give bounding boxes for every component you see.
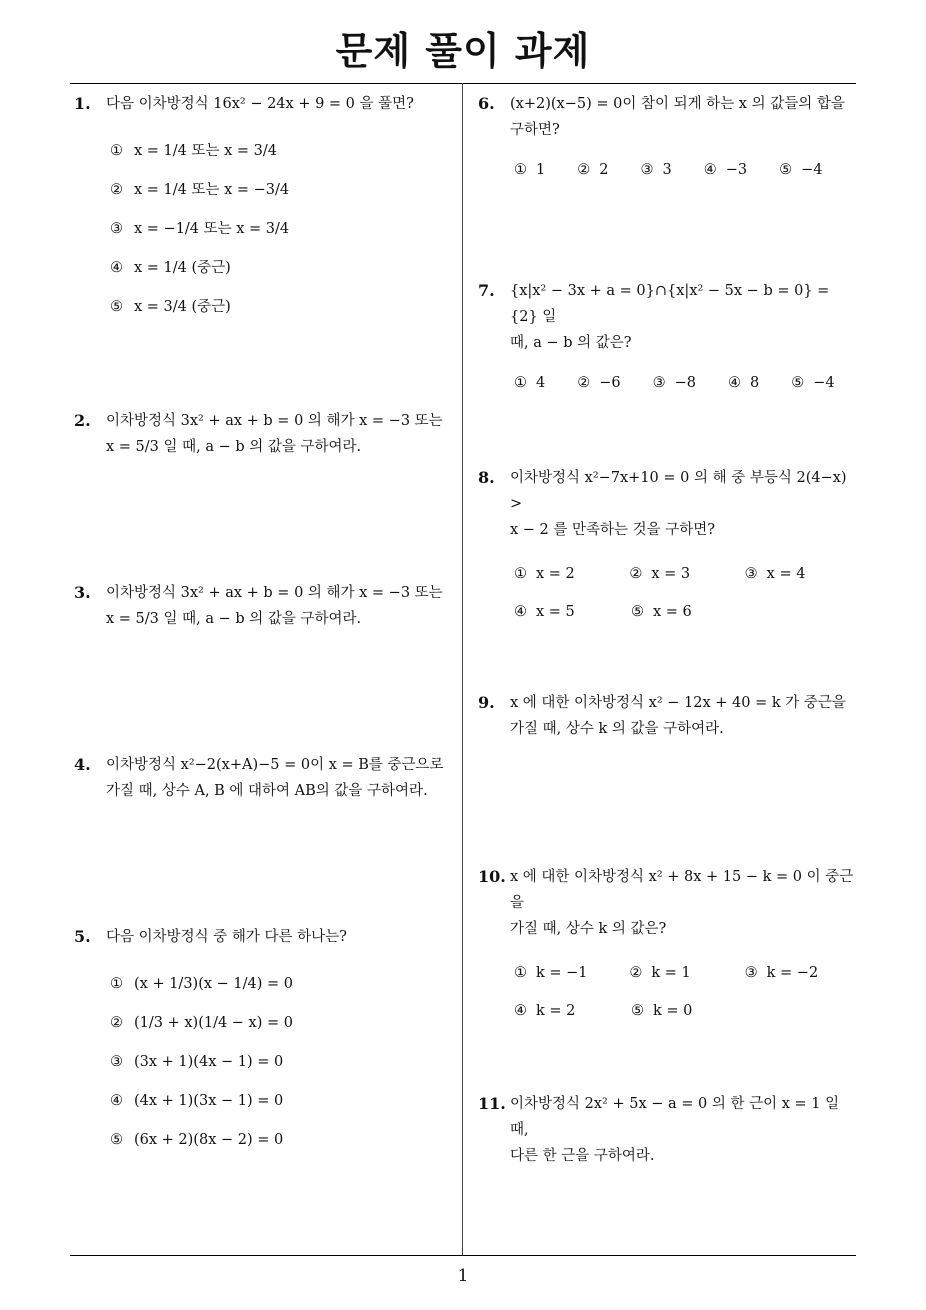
choice-3[interactable]: ③ x = 4 [744,566,806,582]
choice-3[interactable]: ③ 3 [640,162,672,178]
question-number: 1. [74,94,91,113]
question-number: 2. [74,411,91,430]
choice-4[interactable]: ④ x = 1/4 (중근) [110,259,231,276]
choice-1[interactable]: ① k = −1 [514,965,588,981]
choice-2[interactable]: ② (1/3 + x)(1/4 − x) = 0 [110,1014,293,1031]
question-text-line-1: 이차방정식 2x² + 5x − a = 0 의 한 근이 x = 1 일 때, [510,1096,840,1138]
choice-4[interactable]: ④ (4x + 1)(3x − 1) = 0 [110,1092,284,1109]
question-text: 다음 이차방정식 중 해가 다른 하나는? [106,929,347,945]
question-text-line-2: x − 2 를 만족하는 것을 구하면? [510,522,716,538]
column-divider [462,83,463,1255]
choice-3[interactable]: ③ (3x + 1)(4x − 1) = 0 [110,1053,284,1070]
question-text-line-1: 이차방정식 3x² + ax + b = 0 의 해가 x = −3 또는 [106,585,443,601]
choice-2[interactable]: ② k = 1 [629,965,691,981]
bottom-rule [70,1255,856,1256]
question-number: 9. [478,693,495,712]
choice-3[interactable]: ③ x = −1/4 또는 x = 3/4 [110,220,290,237]
question-text-line-2: 구하면? [510,122,560,138]
choice-1[interactable]: ① (x + 1/3)(x − 1/4) = 0 [110,975,293,992]
question-text-line-2: 다른 한 근을 구하여라. [510,1148,655,1164]
question-number: 8. [478,468,495,487]
question-7 [478,278,860,396]
question-5 [74,924,458,1159]
question-10 [478,864,860,1030]
choice-1[interactable]: ① 1 [514,162,546,178]
question-text-line-1: 이차방정식 3x² + ax + b = 0 의 해가 x = −3 또는 [106,413,443,429]
question-number: 10. [478,867,506,886]
question-4 [74,752,458,804]
question-text-line-1: {x|x² − 3x + a = 0}∩{x|x² − 5x − b = 0} = {2} 일 [510,283,830,325]
question-text-line-1: 이차방정식 x²−7x+10 = 0 의 해 중 부등식 2(4−x) > [510,470,847,512]
question-text-line-1: (x+2)(x−5) = 0이 참이 되게 하는 x 의 값들의 합을 [510,96,845,112]
question-number: 3. [74,583,91,602]
question-1 [74,91,458,326]
question-text: 다음 이차방정식 16x² − 24x + 9 = 0 을 풀면? [106,96,414,112]
choice-4[interactable]: ④ x = 5 [514,604,575,620]
choice-5[interactable]: ⑤ x = 3/4 (중근) [110,298,231,315]
choice-2[interactable]: ② x = 3 [629,566,691,582]
question-text-line-2: 가질 때, 상수 A, B 에 대하여 AB의 값을 구하여라. [106,783,428,799]
question-number: 6. [478,94,495,113]
choice-1[interactable]: ① x = 2 [514,566,575,582]
choice-5[interactable]: ⑤ k = 0 [631,1003,693,1019]
choice-5[interactable]: ⑤ −4 [779,162,823,178]
question-text-line-2: 때, a − b 의 값은? [510,335,632,351]
page-number: 1 [457,1266,469,1286]
question-text-line-2: x = 5/3 일 때, a − b 의 값을 구하여라. [106,439,362,455]
choice-2[interactable]: ② −6 [577,375,621,391]
question-6 [478,91,860,183]
question-3 [74,580,458,632]
choice-5[interactable]: ⑤ x = 6 [631,604,692,620]
question-text-line-1: 이차방정식 x²−2(x+A)−5 = 0이 x = B를 중근으로 [106,757,444,773]
choice-5[interactable]: ⑤ (6x + 2)(8x − 2) = 0 [110,1131,284,1148]
question-8 [478,465,860,631]
choice-4[interactable]: ④ k = 2 [514,1003,576,1019]
question-9 [478,690,860,742]
question-text-line-1: x 에 대한 이차방정식 x² − 12x + 40 = k 가 중근을 [510,695,846,711]
question-number: 4. [74,755,91,774]
question-text-line-2: 가질 때, 상수 k 의 값은? [510,921,667,937]
question-number: 11. [478,1094,506,1113]
choice-1[interactable]: ① x = 1/4 또는 x = 3/4 [110,142,277,159]
choice-3[interactable]: ③ −8 [652,375,696,391]
choice-2[interactable]: ② x = 1/4 또는 x = −3/4 [110,181,290,198]
question-number: 7. [478,281,495,300]
question-11 [478,1091,860,1169]
question-text-line-1: x 에 대한 이차방정식 x² + 8x + 15 − k = 0 이 중근을 [510,869,854,911]
top-rule [70,83,856,84]
choice-1[interactable]: ① 4 [514,375,546,391]
choice-4[interactable]: ④ 8 [727,375,760,391]
choice-2[interactable]: ② 2 [577,162,609,178]
choice-3[interactable]: ③ k = −2 [744,965,819,981]
question-text-line-2: 가질 때, 상수 k 의 값을 구하여라. [510,721,724,737]
question-number: 5. [74,927,91,946]
question-2 [74,408,458,460]
choice-5[interactable]: ⑤ −4 [791,375,835,391]
page-title: 문제 풀이 과제 [335,29,591,73]
question-text-line-2: x = 5/3 일 때, a − b 의 값을 구하여라. [106,611,362,627]
choice-4[interactable]: ④ −3 [703,162,748,178]
